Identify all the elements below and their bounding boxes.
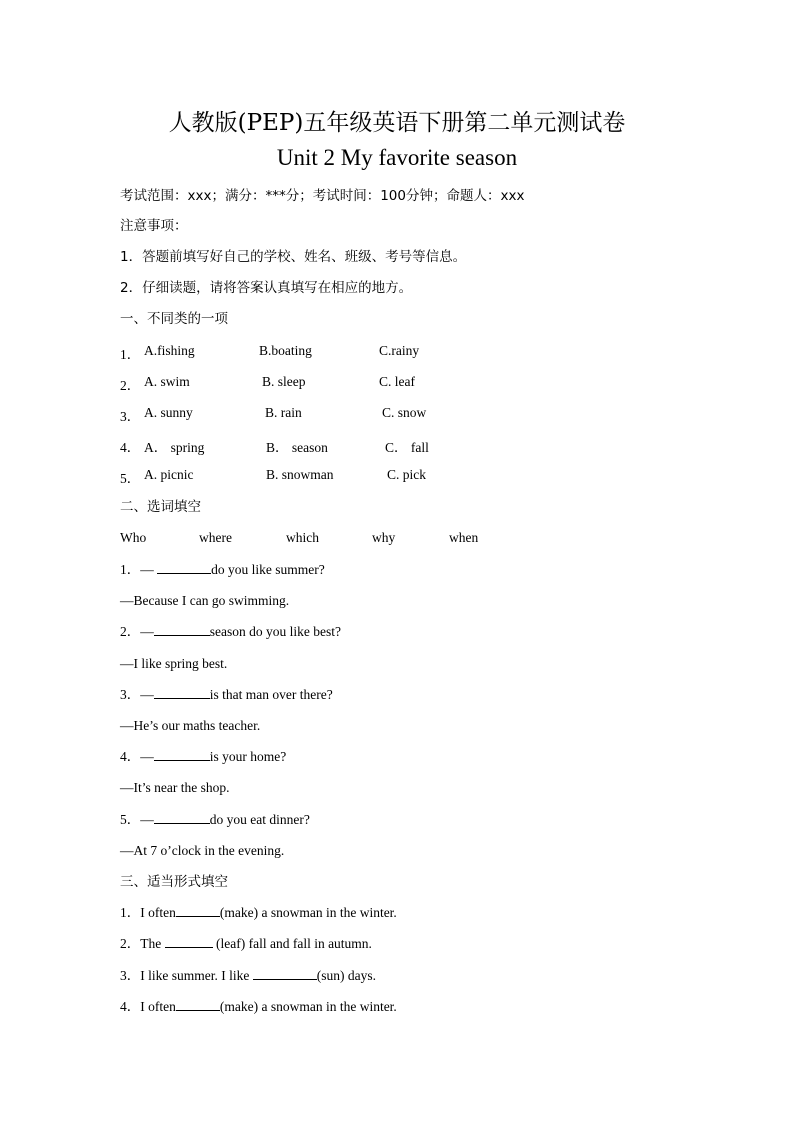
answer-blank[interactable] bbox=[154, 623, 210, 636]
option-b: B. rain bbox=[265, 405, 302, 420]
question-number: 3． bbox=[120, 687, 141, 702]
question-text: (make) a snowman in the winter. bbox=[219, 905, 397, 920]
section-2-title: 二、选词填空 bbox=[120, 499, 201, 515]
question-3-2 bbox=[120, 935, 372, 953]
option-c: C.rainy bbox=[379, 343, 420, 358]
notice-title: 注意事项： bbox=[120, 218, 188, 234]
question-text: I often bbox=[140, 999, 176, 1014]
question-2-4 bbox=[120, 748, 286, 766]
dash: — bbox=[140, 562, 158, 577]
word-bank-item: which bbox=[286, 530, 319, 545]
section-1-title: 一、不同类的一项 bbox=[120, 311, 228, 327]
option-c: C. snow bbox=[382, 405, 427, 420]
question-number: 3． bbox=[120, 409, 141, 424]
option-b: B． season bbox=[266, 440, 328, 455]
question-2-5 bbox=[120, 811, 310, 829]
exam-info: 考试范围：xxx；满分：***分；考试时间：100分钟；命题人：xxx bbox=[120, 188, 525, 204]
word-bank-item: why bbox=[372, 530, 396, 545]
answer-2-2: —I like spring best. bbox=[120, 656, 228, 671]
question-3-3 bbox=[120, 967, 376, 985]
question-number: 4． bbox=[120, 749, 141, 764]
answer-2-1: —Because I can go swimming. bbox=[120, 593, 290, 608]
question-number: 1． bbox=[120, 347, 141, 362]
question-text: The bbox=[140, 936, 165, 951]
dash: — bbox=[140, 624, 154, 639]
question-text: is your home? bbox=[209, 749, 287, 764]
question-text: do you like summer? bbox=[211, 562, 325, 577]
answer-blank[interactable] bbox=[176, 998, 220, 1011]
dash: — bbox=[140, 749, 154, 764]
option-c: C． fall bbox=[385, 440, 429, 455]
option-a: A. picnic bbox=[144, 467, 194, 482]
option-a: A. sunny bbox=[144, 405, 193, 420]
option-b: B. snowman bbox=[266, 467, 334, 482]
word-bank-item: Who bbox=[120, 530, 147, 545]
question-number: 4． bbox=[120, 440, 141, 455]
question-text: is that man over there? bbox=[209, 687, 333, 702]
notice-item-1: 1．答题前填写好自己的学校、姓名、班级、考号等信息。 bbox=[120, 249, 467, 265]
question-number: 5． bbox=[120, 812, 141, 827]
question-text: (leaf) fall and fall in autumn. bbox=[212, 936, 372, 951]
answer-blank[interactable] bbox=[154, 811, 210, 824]
option-a: A.fishing bbox=[144, 343, 195, 358]
question-number: 4． bbox=[120, 999, 141, 1014]
word-bank-item: when bbox=[449, 530, 479, 545]
option-b: B. sleep bbox=[262, 374, 306, 389]
option-c: C. leaf bbox=[379, 374, 415, 389]
answer-blank[interactable] bbox=[165, 935, 213, 948]
question-2-3 bbox=[120, 686, 333, 704]
question-number: 2． bbox=[120, 378, 141, 393]
question-number: 2． bbox=[120, 624, 141, 639]
question-text: do you eat dinner? bbox=[209, 812, 310, 827]
question-text: (make) a snowman in the winter. bbox=[219, 999, 397, 1014]
question-text: I often bbox=[140, 905, 176, 920]
word-bank-item: where bbox=[199, 530, 232, 545]
dash: — bbox=[140, 687, 154, 702]
option-a: A. swim bbox=[144, 374, 190, 389]
option-a: A． spring bbox=[144, 440, 205, 455]
question-number: 3． bbox=[120, 968, 141, 983]
question-2-1 bbox=[120, 561, 325, 579]
option-b: B.boating bbox=[259, 343, 312, 358]
answer-2-4: —It’s near the shop. bbox=[120, 780, 230, 795]
answer-blank[interactable] bbox=[253, 967, 317, 980]
question-text: season do you like best? bbox=[209, 624, 341, 639]
question-text: I like summer. I like bbox=[140, 968, 253, 983]
answer-blank[interactable] bbox=[176, 904, 220, 917]
notice-item-2: 2．仔细读题，请将答案认真填写在相应的地方。 bbox=[120, 280, 413, 296]
option-c: C. pick bbox=[387, 467, 426, 482]
page-title: 人教版(PEP)五年级英语下册第二单元测试卷 bbox=[168, 110, 626, 136]
question-number: 2． bbox=[120, 936, 141, 951]
answer-2-3: —He’s our maths teacher. bbox=[120, 718, 261, 733]
dash: — bbox=[140, 812, 154, 827]
answer-blank[interactable] bbox=[157, 561, 211, 574]
question-number: 1． bbox=[120, 905, 141, 920]
answer-blank[interactable] bbox=[154, 686, 210, 699]
section-3-title: 三、适当形式填空 bbox=[120, 874, 228, 890]
question-3-1 bbox=[120, 904, 397, 922]
answer-blank[interactable] bbox=[154, 748, 210, 761]
question-3-4 bbox=[120, 998, 397, 1016]
question-number: 1． bbox=[120, 562, 141, 577]
page-subtitle: Unit 2 My favorite season bbox=[276, 145, 518, 170]
question-text: (sun) days. bbox=[316, 968, 376, 983]
answer-2-5: —At 7 o’clock in the evening. bbox=[120, 843, 285, 858]
question-2-2 bbox=[120, 623, 341, 641]
question-number: 5． bbox=[120, 471, 141, 486]
